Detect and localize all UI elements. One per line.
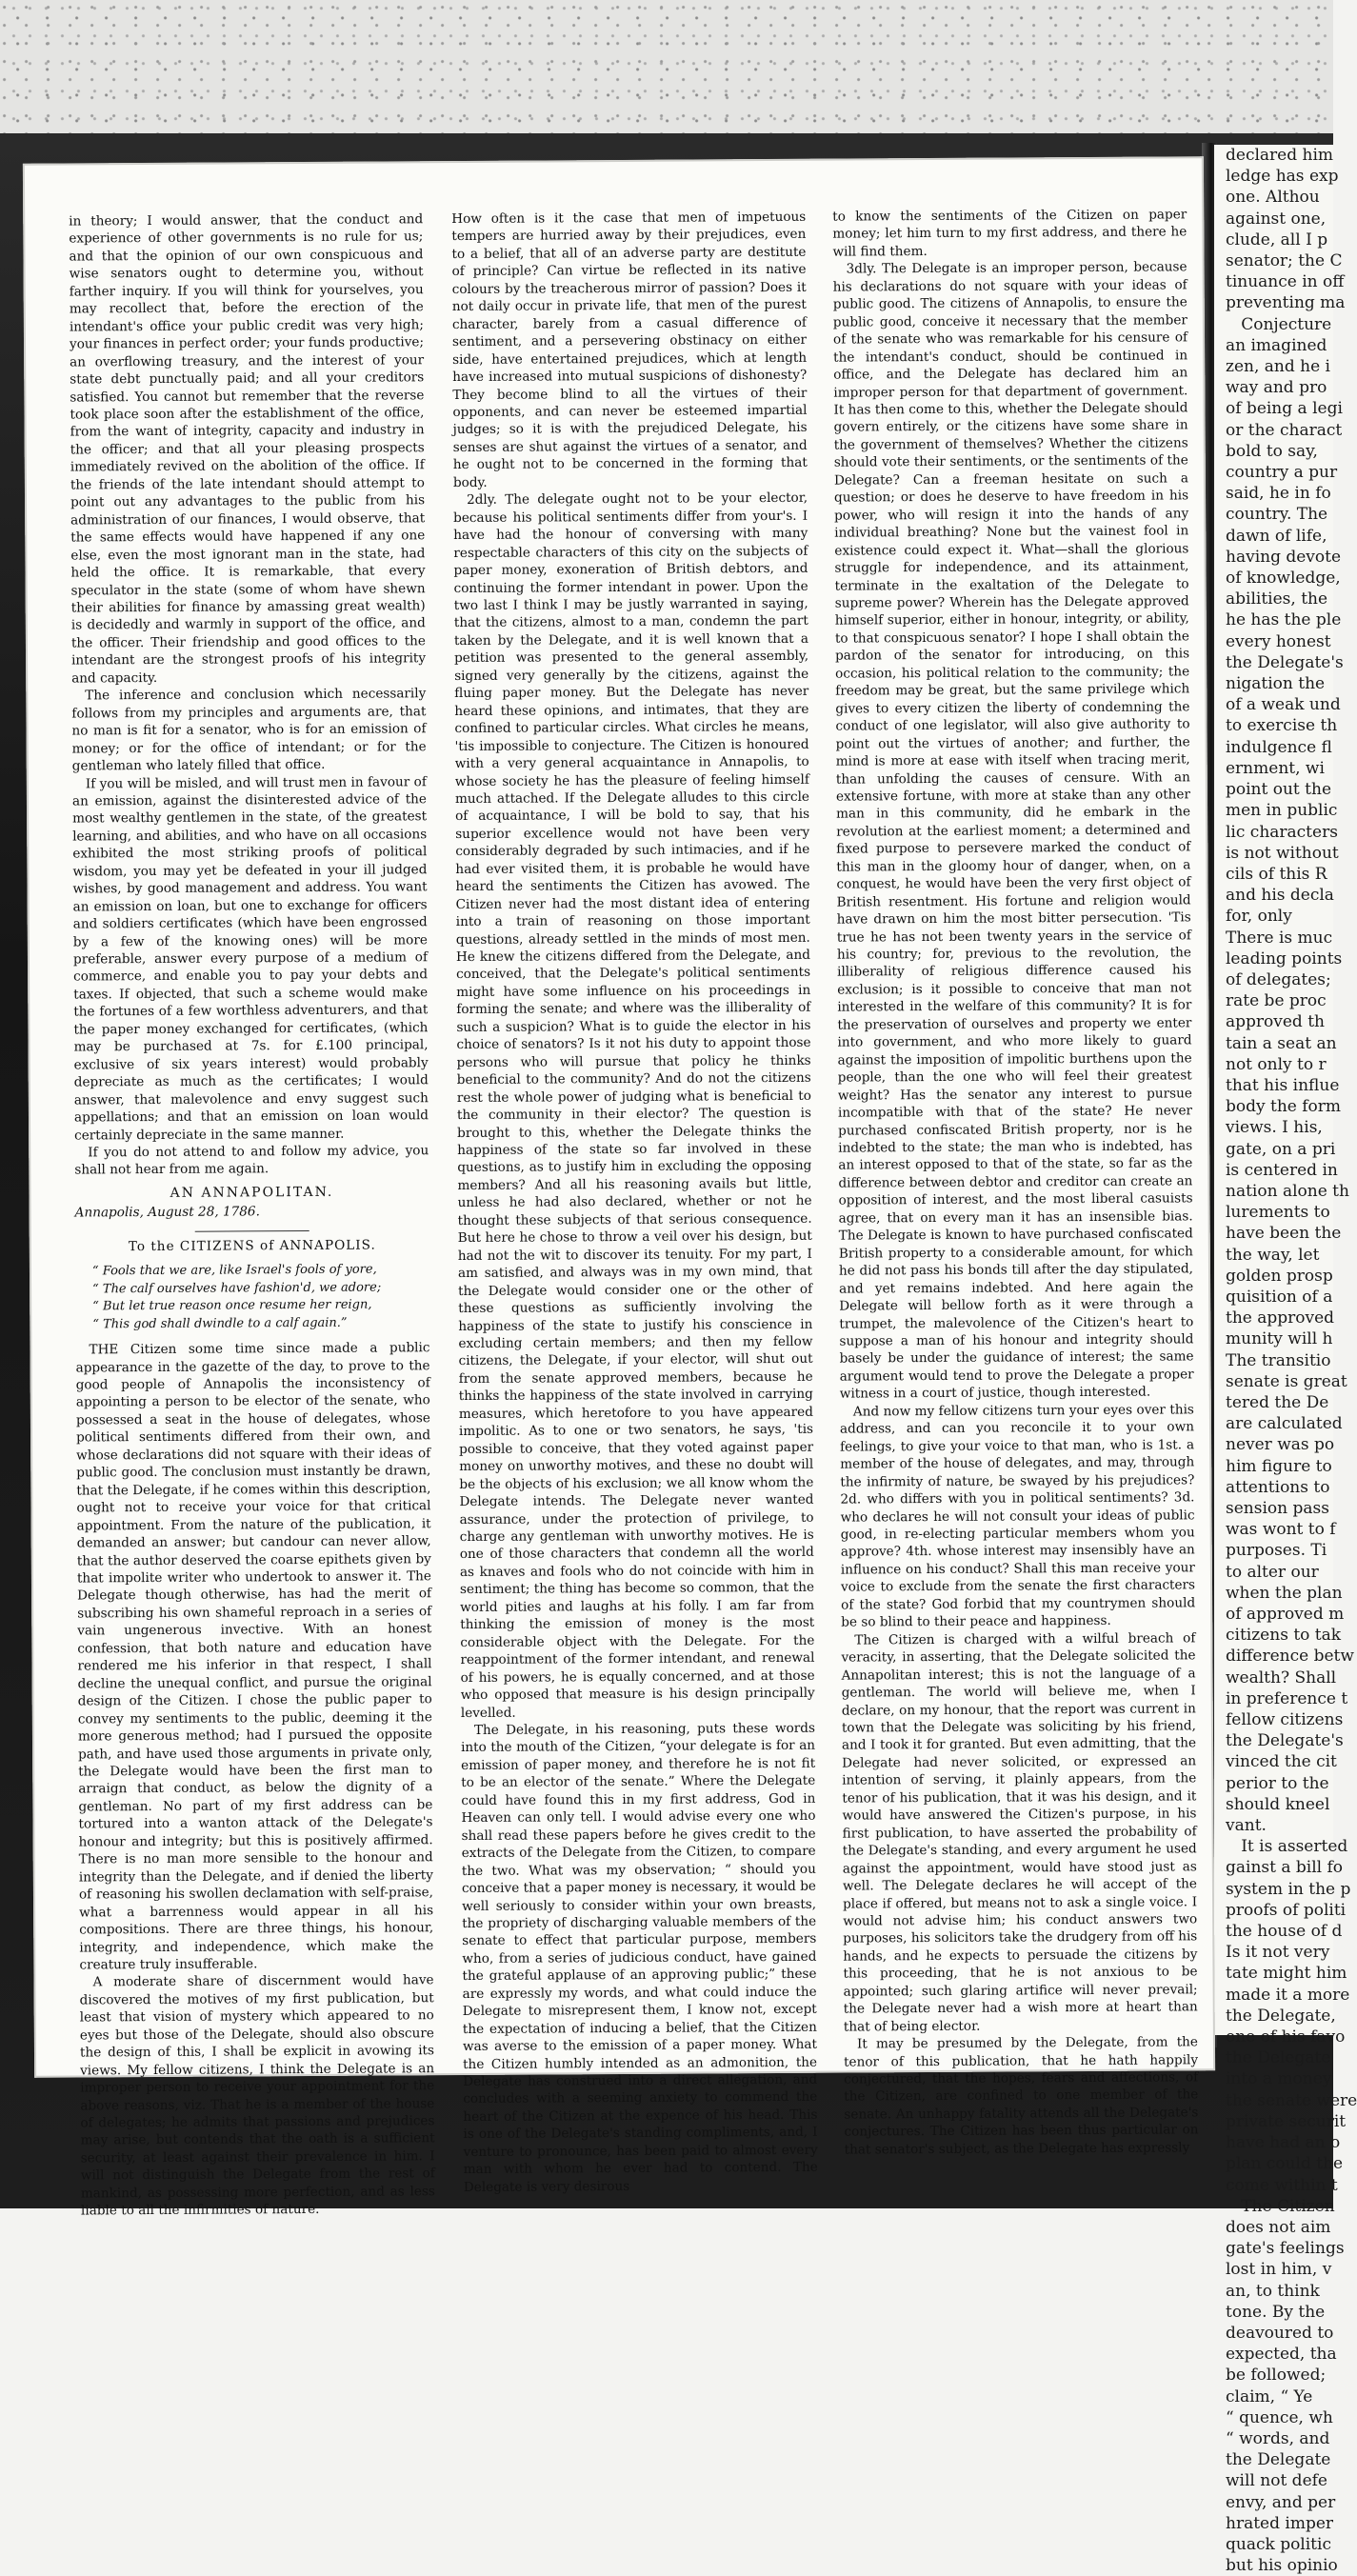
adjacent-page-fragment: [1214, 145, 1357, 2576]
column-left: [69, 210, 435, 2219]
divider: [195, 1230, 309, 1232]
article-paragraph: to know the sentiments of the Citizen on paper money; let him turn to my first address, and there he will find them.: [832, 207, 1187, 260]
verse-line: “ The calf ourselves have fashion'd, we adore;: [92, 1280, 382, 1297]
article-paragraph: If you will be misled, and will trust men in favour of an emission, against the disinterested advice of the most wealthy gentlemen in the state, of the greatest learning, and abilities, and who have on all occasions exhibited the most striking proofs of political wisdom, you may yet be defeated in your ill judged wishes, by good management and address. You want an emission on loan, but one to exchange for officers and soldiers certificates (which have been engrossed by a few of the knowing ones) will be more preferable, answer every purpose of a medium of commerce, and enable you to pay your debts and taxes. If objected, that such a scheme would make the fortunes of a few worthless adventurers, and that the paper money exchanged for certificates, (which may be purchased at 7s. for £.100 principal, exclusive of six years interest) would probably depreciate as much as the certificates; I would answer, that malevolence and envy suggest such appellations; and that an emission on loan would certainly depreciate in the same manner.: [71, 773, 429, 1144]
article-paragraph: The inference and conclusion which necessarily follows from my principles and arguments are, that no man is fit for a senator, who is for an emission of money; or for the office of intendant; or for the gentleman who lately filled that office.: [71, 686, 427, 774]
article-paragraph: How often is it the case that men of impetuous tempers are hurried away by their prejudices, even to a belief, that all of an adverse party are destitute of principle? Can virtue be reflected in its native colours by the treacherous mirror of passion? Does it not daily occur in private life, that men of the purest character, barely from a casual difference of sentiment, and a persevering obstinacy on either side, have entertained prejudices, which at length have increased into mutual suspicions of dishonesty? They become blind to all the virtues of their opponents, and can never be esteemed impartial judges; so it is with the prejudiced Delegate, his senses are shut against the virtues of a senator, and he ought not to be concerned in the forming that body.: [451, 209, 808, 490]
article-paragraph: It may be presumed by the Delegate, from the tenor of this publication, that he hath happily conjectured, that the hopes, fears and affections, of the Citizen, are confined to one member of the senate. An unhappy fatality attends all the Delegate's conjectures. The Citizen has been thus particular on that senator's subject, as the Delegate has expressly: [844, 2034, 1199, 2158]
article-paragraph: And now my fellow citizens turn your eyes over this address, and can you reconcile it to your own feelings, to give your voice to that man, who is 1st. a member of the house of delegates, and may, through the infirmity of nature, be swayed by his prejudices? 2d. who differs with you in political sentiments? 3d. who declares he will not consult your ideas of public good, in re-electing particular members whom you approve? 4th. whose interest may insensibly have an influence on his conduct? Shall this man receive your voice to exclude from the senate the first characters of the state? God forbid that my countrymen should be so blind to their peace and happiness.: [839, 1402, 1196, 1630]
article-paragraph: A moderate share of discernment would have discovered the motives of my first publication, but least that vision of mystery which appeared to no eyes but those of the Delegate, should also obscure the design of this, I shall be explicit in avowing its views. My fellow citizens, I think the Delegate is an improper person to receive your appointment for the above reasons, viz. That he is a member of the house of delegates; he admits that passions and prejudices may arise, but contends that the oath is a sufficient security, at least against their prevalence in him. I will not distinguish the Delegate from the rest of mankind, as possessing more perfection, and as less liable to all the infirmities of nature.: [79, 1972, 435, 2219]
article-paragraph: THE Citizen some time since made a public appearance in the gazette of the day, to prove to the good people of Annapolis the inconsistency of appointing a person to be elector of the senate, who possessed a seat in the house of delegates, whose political sentiments differed from their own, and whose declarations did not square with their ideas of public good. The conclusion must instantly be drawn, that the Delegate, if he comes within this description, ought not to receive your voice for that critical appointment. From the nature of the publication, it demanded an answer; but candour can never allow, that the author deserved the coarse epithets given by that impolite writer who undertook to answer it. The Delegate though otherwise, has had the merit of subscribing his own shameful reproach in a series of vain ungenerous invective. With an honest confession, that both nature and education have rendered me his inferior in that respect, I shall decline the unequal conflict, and pursue the original design of the Citizen. I chose the public paper to convey my sentiments to the public, deeming it the more generous method; had I pursued the opposite path, and have used those arguments in private only, the Delegate would have been the first man to arraign that conduct, as below the dignity of a gentleman. No part of my first address can be tortured into a wanton attack of the Delegate's honour and integrity; but this is positively affirmed. There is no man more sensible to the honour and integrity than the Delegate, and if denied the liberty of reasoning his swollen declamation with self-praise, what a barrenness would appear in all his compositions. There are three things, his honour, integrity, and independence, which make the creature truly insufferable.: [75, 1340, 434, 1973]
verse-line: “ This god shall dwindle to a calf again.”: [92, 1315, 348, 1332]
article-paragraph: If you do not attend to and follow my advice, you shall not hear from me again.: [74, 1143, 429, 1178]
verse-line: “ Fools that we are, like Israel's fools of yore,: [91, 1262, 377, 1279]
column-right: [832, 206, 1199, 2158]
column-middle: [451, 209, 818, 2195]
signature: AN ANNAPOLITAN.: [170, 1184, 334, 1201]
adjacent-page-text: declared him ledge has exp one. Althou against one, clude, all I p senator; the C tinuance in off preventing ma Conjecture an imagined zen, and he i way and pro of being a legi or the charact bold to say, country a pur said, he in fo country. The dawn of life, having devote of knowledge, abilities, the he has the ple every honest the Delegate's nigation the of a weak und to exercise th indulgence fl ernment, wi point out the men in public lic characters is not without cils of this R and his decla for, only There is muc leading points of delegates; rate be proc approved th tain a seat an not only to r that his influe body the form views. I his, gate, on a pri is centered in nation alone th lurements to have been the the way, let golden prosp quisition of a the approved munity will h The transitio senate is great tered the De are calculated never was po him figure to attentions to sension pass was wont to f purposes. Ti to alter our when the plan of approved m citizens to tak difference betw wealth? Shall in preference t fellow citizens the Delegate's vinced the cit perior to the should kneel vant. It is asserted gainst a bill fo system in the p proofs of politi the house of d Is it not very tate might him made it a more the Delegate, one of his favo the Delegate into a money the senate were private securit have had an o plan could the come within t The Citizen does not aim gate's feelings lost in him, v an, to think tone. By the deavoured to expected, tha be followed; claim, “ Ye “ quence, wh “ words, and the Delegate will not defe envy, and per hrated imper quack politic but his opinio: [1226, 146, 1357, 2576]
scan-margin-top: [0, 0, 1333, 152]
article-paragraph: The Citizen is charged with a wilful breach of veracity, in asserting, that the Delegate solicited the Annapolitan interest; this is not the language of a gentleman. The world will believe me, when I declare, on my honour, that the report was current in town that the Delegate was soliciting by his friend, and I took it for granted. But even admitting, that the Delegate had never solicited, or expressed an intention of serving, it plainly appears, from the tenor of his publication, that it was his design, and it would have answered the Citizen's purpose, in his first publication, to have asserted the probability of the Delegate's standing, and every argument he used against the appointment, would have stood just as well. The Delegate declares he will accept of the place if offered, but means not to ask a single voice. I would not advise him; his conduct answers two purposes, his solicitors take the drudgery from off his hands, and he expects to persuade the citizens by this proceeding, that he is not anxious to be appointed; such glaring artifice will never prevail; the Delegate never had a wish more at heart than that of being elector.: [841, 1630, 1198, 2035]
dateline: Annapolis, August 28, 1786.: [74, 1204, 260, 1221]
article-paragraph: 2dly. The delegate ought not to be your elector, because his political sentiments differ from your's. I have had the honour of conversing with many respectable characters of this city on the subjects of paper money, exoneration of British debtors, and continuing the former intendant in power. Upon the two last I think I may be justly warranted in saying, that the citizens, almost to a man, condemn the part taken by the Delegate, and it is well known that a petition was presented to the general assembly, signed very generally by the citizens, against the fluing paper money. But the Delegate has never heard these opinions, and intimates, that they are confined to particular circles. What circles he means, 'tis impossible to conjecture. The Citizen is honoured with a very general acquaintance in Annapolis, to whose society he has the pleasure of feeling himself much attached. If the Delegate alludes to this circle of acquaintance, I will be bold to say, that his superior excellence would not have been very considerably degraded by such intimacies, and if he had ever visited them, it is probable he would have heard the sentiments the Citizen has avowed. The Citizen never had the most distant idea of entering into a train of reasoning on those important questions, already settled in the minds of most men. He knew the citizens differed from the Delegate, and conceived, that the Delegate's political sentiments might have some influence on his proceedings in forming the senate; and where was the illiberality of such a suspicion? What is to guide the elector in his choice of senators? Is it not his duty to appoint those persons who will pursue that policy he thinks beneficial to the community? And do not the citizens rest the whole power of judging what is beneficial to the community in their elector? The question is brought to this, whether the Delegate thinks the happiness of the state so far involved in these questions, as to justify him in excluding the opposing members? And all his reasoning avails but little, unless he had also declared, whether or not he thought these subjects of that serious consequence. But here he chose to throw a veil over his design, but had not the wit to discover its tenuity. For my part, I am satisfied, and always was in my own mind, that the Delegate would consider one or the other of these questions as sufficiently involving the happiness of the state to justify his conscience in excluding certain members; and then my fellow citizens, the Delegate, if your elector, will shut out from the senate approved members, because he thinks the happiness of the state involved in carrying measures, which heretofore to you have appeared impolitic. As to one or two senators, he says, 'tis possible to conceive, that they voted against paper money on unworthy motives, and these no doubt will be the objects of his exclusion; we all know whom the Delegate intends. The Delegate never wanted assurance, under the protection of privilege, to charge any gentleman with unworthy motives. He is one of those characters that condemn all the world as knaves and fools who do not coincide with him in sentiment; the thing has become so common, that the world pities and laughs at his folly. I am far from thinking the emission of money is the most considerable object with the Delegate. For the reappointment of the former intendant, and renewal of his powers, he is equally concerned, and at those who opposed that measure is his design principally levelled.: [453, 490, 815, 1721]
article-paragraph: The Delegate, in his reasoning, puts these words into the mouth of the Citizen, “your delegate is for an emission of paper money, and therefore he is not fit to be an elector of the senate.” Where the Delegate could have found this in my first address, God in Heaven can only tell. I would advise every one who shall read these papers before he gives credit to the extracts of the Delegate from the Citizen, to compare the two. What was my observation; “ should you conceive that a paper money is necessary, it would be well seriously to consider within your own breasts, the propriety of discharging valuable members of the senate to effect that particular purpose, members who, from a series of judicious conduct, have gained the grateful applause of an approving public;” these are expressly my words, and what could induce the Delegate to misrepresent them, I know not, except the expectation of inducing a belief, that the Citizen was averse to the emission of a paper money. What the Citizen humbly intended as an admonition, the Delegate has construed into a direct allegation, and concludes with a seeming anxiety to commend the heart of the Citizen at the expence of his head. This is one of the Delegate's standing compliments, and, I venture to pronounce, has been paid to almost every man with whom he ever had to contend. The Delegate is very desirous: [460, 1720, 818, 2195]
verse-line: “ But let true reason once resume her reign,: [92, 1297, 372, 1314]
article-paragraph: 3dly. The Delegate is an improper person, because his declarations do not square with your ideas of public good. The citizens of Annapolis, to ensure the public good, conceive it necessary that the member of the senate who was remarkable for his censure of the intendant's conduct, should be continued in office, and the Delegate has declared him an improper person for that department of government. It has then come to this, whether the Delegate should govern entirely, or the citizens have some share in the government of themselves? Whether the citizens should vote their sentiments, or the sentiments of the Delegate? Can a freeman hesitate on such a question; or does he deserve to have freedom in his power, who will resign it into the hands of any individual breathing? None but the vainest fool in existence could expect it. What—shall the glorious struggle for independence, and its attainment, terminate in the exaltation of the Delegate to supreme power? Wherein has the Delegate approved himself superior, either in honour, integrity, or ability, to that conspicuous senator? I hope I shall obtain the pardon of the senator for introducing, on this occasion, his political relation to the community; the freedom may be great, but the same privilege which gives to every citizen the liberty of condemning the conduct of one legislator, will also give authority to point out the virtues of another; and further, the mind is more at ease with itself when tracing merit, than unfolding the causes of censure. With an extensive fortune, with more at stake than any other man in this community, did he embark in the revolution at the earliest moment; a determined and fixed purpose to persevere marked the conduct of this man in the gloomy hour of danger, when, on a conquest, he would have been the very first object of British resentment. His fortune and religion would have drawn on him the most bitter persecution. 'Tis true he has not been twenty years in the service of his country; for, previous to the revolution, the illiberality of religious difference caused his exclusion; is it possible to conceive that man not interested in the welfare of this community? It is for the preservation of ourselves and property we enter into government, and who more likely to guard against the imposition of impolitic burthens upon the people, than the one who will feel their greatest weight? Has the senator any interest to pursue incompatible with that of the state? He never purchased confiscated British property, nor is he indebted to the state; the man who is indebted, has an interest opposed to that of the state, so far as the difference between debtor and creditor can create an opposition of interest, and the most liberal casuists agree, that on every man it has an insensible bias. The Delegate is known to have purchased confiscated British property to a considerable amount, for which he did not pass his bonds till after the day stipulated, and yet remains indebted. And here again the Delegate will bellow forth as it were through a trumpet, the malevolence of the Citizen's heart to suppose a man of his honour and integrity should basely be under the guidance of interest; the same argument would tend to prove the Delegate a proper witness in a court of justice, though interested.: [832, 259, 1194, 1402]
address-heading: To the CITIZENS of ANNAPOLIS.: [128, 1237, 376, 1254]
newspaper-page: [23, 156, 1215, 2219]
article-paragraph: in theory; I would answer, that the conduct and experience of other governments is no rule for us; and that the opinion of our own conspicuous and wise senators ought to determine you, without farther inquiry. If you will think for yourselves, you may recollect that, before the erection of the intendant's office your public credit was very high; your finances in perfect order; your funds productive; an overflowing treasury, and the interest of your state debt punctually paid; and all your creditors satisfied. You cannot but remember that the reverse took place soon after the establishment of the office, from the want of integrity, capacity and industry in the officer; and that all your pleasing prospects immediately revived on the abolition of the office. If the friends of the late intendant should attempt to point out any advantages to the public from his administration of our finances, I would observe, that the same effects would have happened if any one else, even the most ignorant man in the state, had held the office. It is remarkable, that every speculator in the state (some of whom have shewn their abilities for finance by amassing great wealth) is decidedly and warmly in support of the office, and the officer. Their friendship and good offices to the intendant are the strongest proofs of his integrity and capacity.: [69, 211, 427, 687]
